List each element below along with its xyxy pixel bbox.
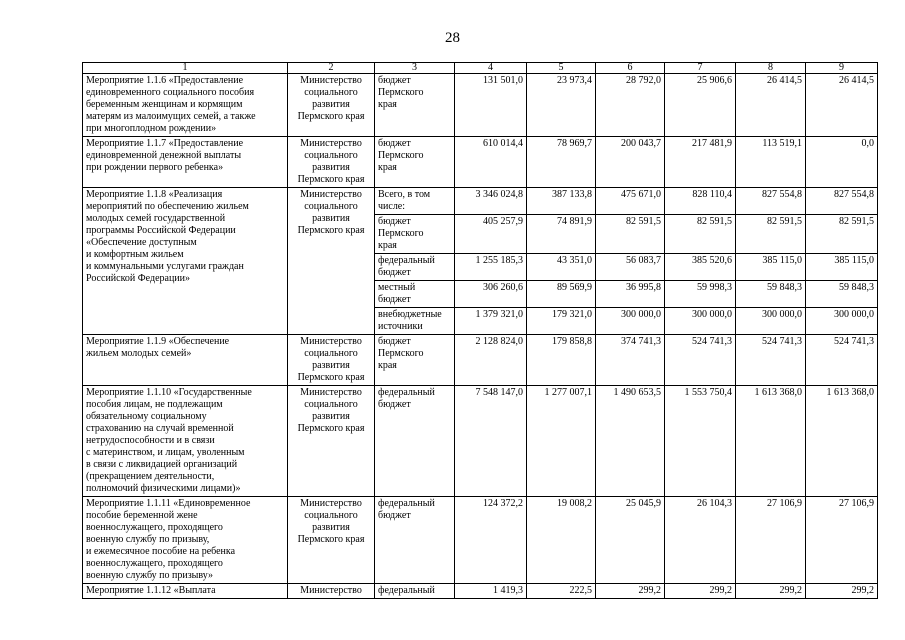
amount-cell: 0,0	[806, 137, 878, 188]
cell-line: края	[378, 99, 397, 110]
cell-line: внебюджетные	[378, 309, 442, 320]
amount-cell: 200 043,7	[596, 137, 665, 188]
cell-line: Мероприятие 1.1.9 «Обеспечение	[86, 336, 230, 347]
amount-cell: 387 133,8	[527, 188, 596, 215]
cell-line: Всего, в том	[378, 189, 431, 200]
executor-cell	[288, 497, 375, 584]
cell-line: социального	[304, 201, 358, 212]
activity-cell	[83, 335, 288, 386]
amount-cell: 405 257,9	[455, 215, 527, 254]
cell-line: Пермского края	[297, 225, 365, 236]
cell-line: бюджет	[378, 75, 411, 86]
cell-line: военнослужащего, проходящего	[86, 558, 223, 569]
funding-source-cell	[375, 254, 455, 281]
cell-line: Мероприятие 1.1.11 «Единовременное	[86, 498, 251, 509]
amount-cell: 827 554,8	[806, 188, 878, 215]
column-number: 9	[806, 63, 878, 74]
cell-line: военнослужащего, проходящего	[86, 522, 223, 533]
column-number: 4	[455, 63, 527, 74]
cell-line: пособия лицам, не подлежащим	[86, 399, 223, 410]
activity-cell	[83, 584, 288, 599]
activity-cell	[83, 137, 288, 188]
cell-line: военную службу по призыву»	[86, 570, 214, 581]
amount-cell: 19 008,2	[527, 497, 596, 584]
cell-line: федеральный	[378, 498, 435, 509]
column-number-row	[83, 63, 878, 74]
table-row	[83, 137, 878, 188]
amount-cell: 299,2	[665, 584, 736, 599]
cell-line: мероприятий по обеспечению жильем	[86, 201, 249, 212]
cell-line: социального	[304, 150, 358, 161]
amount-cell: 1 277 007,1	[527, 386, 596, 497]
cell-line: страхованию на случай временной	[86, 423, 234, 434]
cell-line: молодых семей государственной	[86, 213, 226, 224]
column-number: 5	[527, 63, 596, 74]
cell-line: Министерство	[300, 138, 362, 149]
amount-cell: 124 372,2	[455, 497, 527, 584]
cell-line: развития	[312, 213, 350, 224]
amount-cell: 82 591,5	[665, 215, 736, 254]
cell-line: Пермского края	[297, 174, 365, 185]
amount-cell: 78 969,7	[527, 137, 596, 188]
table-row	[83, 386, 878, 497]
amount-cell: 25 045,9	[596, 497, 665, 584]
amount-cell: 385 115,0	[806, 254, 878, 281]
cell-line: федеральный	[378, 387, 435, 398]
amount-cell: 1 419,3	[455, 584, 527, 599]
cell-line: федеральный	[378, 585, 435, 596]
amount-cell: 524 741,3	[665, 335, 736, 386]
executor-cell	[288, 137, 375, 188]
executor-cell	[288, 74, 375, 137]
amount-cell: 222,5	[527, 584, 596, 599]
column-number: 1	[83, 63, 288, 74]
cell-line: «Обеспечение доступным	[86, 237, 197, 248]
cell-line: в связи с ликвидацией организаций	[86, 459, 238, 470]
amount-cell: 300 000,0	[736, 308, 806, 335]
funding-source-cell	[375, 215, 455, 254]
cell-line: Мероприятие 1.1.12 «Выплата	[86, 585, 216, 596]
amount-cell: 306 260,6	[455, 281, 527, 308]
amount-cell: 27 106,9	[806, 497, 878, 584]
cell-line: Пермского	[378, 150, 424, 161]
cell-line: жильем молодых семей»	[86, 348, 192, 359]
amount-cell: 1 490 653,5	[596, 386, 665, 497]
amount-cell: 59 848,3	[736, 281, 806, 308]
cell-line: Министерство	[300, 75, 362, 86]
executor-cell	[288, 584, 375, 599]
column-number: 6	[596, 63, 665, 74]
cell-line: единовременной денежной выплаты	[86, 150, 242, 161]
amount-cell: 82 591,5	[806, 215, 878, 254]
amount-cell: 25 906,6	[665, 74, 736, 137]
amount-cell: 74 891,9	[527, 215, 596, 254]
cell-line: источники	[378, 321, 423, 332]
amount-cell: 1 613 368,0	[736, 386, 806, 497]
cell-line: бюджет	[378, 138, 411, 149]
cell-line: пособие беременной жене	[86, 510, 198, 521]
funding-source-cell	[375, 335, 455, 386]
funding-source-cell	[375, 497, 455, 584]
executor-cell	[288, 386, 375, 497]
cell-line: Мероприятие 1.1.10 «Государственные	[86, 387, 252, 398]
amount-cell: 610 014,4	[455, 137, 527, 188]
amount-cell: 524 741,3	[736, 335, 806, 386]
cell-line: при многоплодном рождении»	[86, 123, 217, 134]
amount-cell: 7 548 147,0	[455, 386, 527, 497]
cell-line: Министерство	[300, 336, 362, 347]
amount-cell: 299,2	[806, 584, 878, 599]
cell-line: и ежемесячное пособие на ребенка	[86, 546, 236, 557]
amount-cell: 82 591,5	[596, 215, 665, 254]
table-row	[83, 74, 878, 137]
amount-cell: 1 613 368,0	[806, 386, 878, 497]
cell-line: полномочий физическими лицами)»	[86, 483, 241, 494]
amount-cell: 1 553 750,4	[665, 386, 736, 497]
table-row	[83, 335, 878, 386]
activity-cell	[83, 497, 288, 584]
funding-source-cell	[375, 386, 455, 497]
activity-cell	[83, 386, 288, 497]
cell-line: Пермского края	[297, 534, 365, 545]
cell-line: Министерство	[300, 189, 362, 200]
cell-line: обязательному социальному	[86, 411, 207, 422]
amount-cell: 131 501,0	[455, 74, 527, 137]
funding-source-cell	[375, 74, 455, 137]
amount-cell: 89 569,9	[527, 281, 596, 308]
cell-line: Мероприятие 1.1.7 «Предоставление	[86, 138, 244, 149]
cell-line: края	[378, 162, 397, 173]
activity-cell	[83, 74, 288, 137]
cell-line: бюджет	[378, 399, 411, 410]
cell-line: Мероприятие 1.1.8 «Реализация	[86, 189, 223, 200]
cell-line: развития	[312, 411, 350, 422]
executor-cell	[288, 188, 375, 335]
cell-line: военную службу по призыву,	[86, 534, 210, 545]
amount-cell: 385 520,6	[665, 254, 736, 281]
cell-line: Пермского	[378, 348, 424, 359]
amount-cell: 59 848,3	[806, 281, 878, 308]
cell-line: социального	[304, 399, 358, 410]
cell-line: местный	[378, 282, 416, 293]
amount-cell: 26 414,5	[736, 74, 806, 137]
amount-cell: 59 998,3	[665, 281, 736, 308]
cell-line: Министерство	[300, 498, 362, 509]
executor-cell	[288, 335, 375, 386]
column-number: 7	[665, 63, 736, 74]
page-number: 28	[445, 30, 460, 46]
cell-line: федеральный	[378, 255, 435, 266]
cell-line: бюджет	[378, 267, 411, 278]
cell-line: социального	[304, 510, 358, 521]
amount-cell: 43 351,0	[527, 254, 596, 281]
amount-cell: 299,2	[596, 584, 665, 599]
cell-line: с материнством, и лицам, уволенным	[86, 447, 245, 458]
cell-line: бюджет	[378, 216, 411, 227]
amount-cell: 828 110,4	[665, 188, 736, 215]
amount-cell: 36 995,8	[596, 281, 665, 308]
cell-line: Пермского края	[297, 423, 365, 434]
funding-source-cell	[375, 308, 455, 335]
budget-table	[82, 62, 878, 599]
amount-cell: 2 128 824,0	[455, 335, 527, 386]
amount-cell: 385 115,0	[736, 254, 806, 281]
cell-line: при рождении первого ребенка»	[86, 162, 224, 173]
funding-source-cell	[375, 281, 455, 308]
amount-cell: 299,2	[736, 584, 806, 599]
cell-line: программы Российской Федерации	[86, 225, 236, 236]
amount-cell: 217 481,9	[665, 137, 736, 188]
amount-cell: 28 792,0	[596, 74, 665, 137]
amount-cell: 3 346 024,8	[455, 188, 527, 215]
table-row	[83, 188, 878, 215]
cell-line: единовременного социального пособия	[86, 87, 255, 98]
table-row	[83, 497, 878, 584]
amount-cell: 26 104,3	[665, 497, 736, 584]
amount-cell: 1 379 321,0	[455, 308, 527, 335]
funding-source-cell	[375, 137, 455, 188]
cell-line: матерям из малоимущих семей, а также	[86, 111, 256, 122]
activity-cell	[83, 188, 288, 335]
amount-cell: 300 000,0	[665, 308, 736, 335]
amount-cell: 26 414,5	[806, 74, 878, 137]
amount-cell: 300 000,0	[806, 308, 878, 335]
cell-line: развития	[312, 522, 350, 533]
amount-cell: 300 000,0	[596, 308, 665, 335]
cell-line: Министерство	[300, 585, 362, 596]
cell-line: Пермского	[378, 228, 424, 239]
cell-line: бюджет	[378, 510, 411, 521]
column-number: 2	[288, 63, 375, 74]
cell-line: числе:	[378, 201, 406, 212]
cell-line: развития	[312, 360, 350, 371]
amount-cell: 56 083,7	[596, 254, 665, 281]
cell-line: Министерство	[300, 387, 362, 398]
cell-line: и комфортным жильем	[86, 249, 184, 260]
amount-cell: 1 255 185,3	[455, 254, 527, 281]
cell-line: бюджет	[378, 294, 411, 305]
amount-cell: 374 741,3	[596, 335, 665, 386]
amount-cell: 475 671,0	[596, 188, 665, 215]
cell-line: (прекращением деятельности,	[86, 471, 215, 482]
cell-line: Пермского	[378, 87, 424, 98]
amount-cell: 179 858,8	[527, 335, 596, 386]
table-row	[83, 584, 878, 599]
cell-line: беременным женщинам и кормящим	[86, 99, 243, 110]
cell-line: социального	[304, 348, 358, 359]
amount-cell: 82 591,5	[736, 215, 806, 254]
cell-line: Мероприятие 1.1.6 «Предоставление	[86, 75, 244, 86]
amount-cell: 27 106,9	[736, 497, 806, 584]
amount-cell: 827 554,8	[736, 188, 806, 215]
cell-line: края	[378, 360, 397, 371]
cell-line: социального	[304, 87, 358, 98]
cell-line: развития	[312, 99, 350, 110]
cell-line: и коммунальными услугами граждан	[86, 261, 244, 272]
cell-line: края	[378, 240, 397, 251]
amount-cell: 23 973,4	[527, 74, 596, 137]
cell-line: бюджет	[378, 336, 411, 347]
cell-line: развития	[312, 162, 350, 173]
amount-cell: 179 321,0	[527, 308, 596, 335]
cell-line: Пермского края	[297, 372, 365, 383]
funding-source-cell	[375, 584, 455, 599]
funding-source-cell	[375, 188, 455, 215]
column-number: 8	[736, 63, 806, 74]
cell-line: Пермского края	[297, 111, 365, 122]
cell-line: Российской Федерации»	[86, 273, 191, 284]
amount-cell: 524 741,3	[806, 335, 878, 386]
column-number: 3	[375, 63, 455, 74]
amount-cell: 113 519,1	[736, 137, 806, 188]
cell-line: нетрудоспособности и в связи	[86, 435, 215, 446]
